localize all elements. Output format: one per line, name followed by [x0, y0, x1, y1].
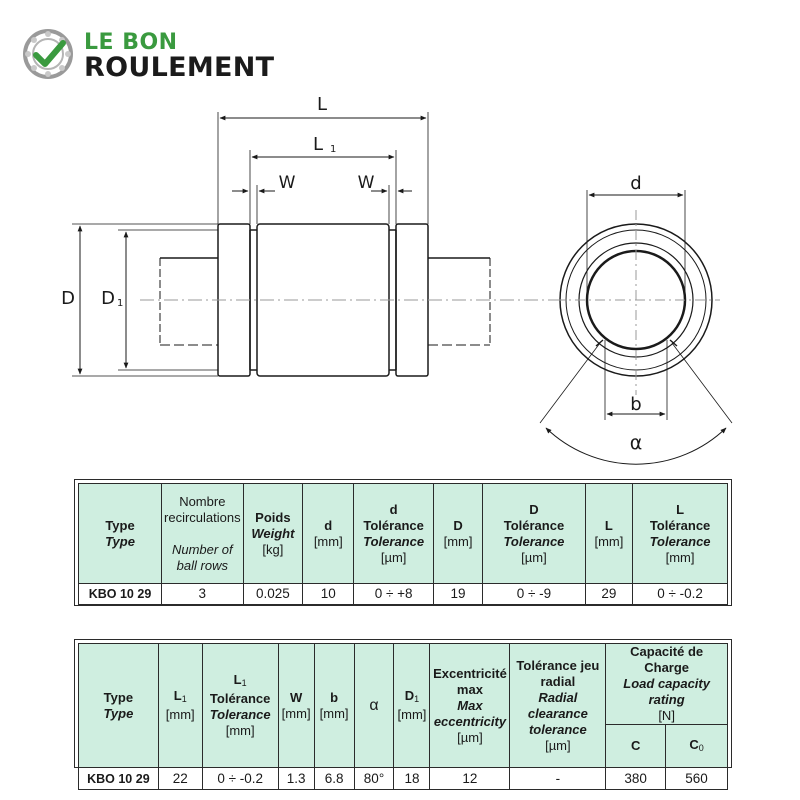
cell-b: 6.8: [314, 768, 354, 790]
header-eccentricity: Excentricité max Max eccentricity [µm]: [430, 644, 510, 768]
header-L1: $L_1$ [mm]: [158, 644, 202, 768]
dim-label-b: b: [630, 394, 642, 415]
cell-D: 19: [433, 584, 482, 605]
cell-type: KBO 10 29: [79, 768, 159, 790]
dim-label-W-right: W: [357, 173, 375, 193]
dim-label-L1-sub: 1: [330, 144, 337, 155]
table-row: [79, 768, 728, 790]
cell-W: 1.3: [278, 768, 314, 790]
cell-C: 380: [606, 768, 666, 790]
dim-label-d: d: [630, 173, 642, 194]
cell-weight: 0.025: [243, 584, 303, 605]
cell-C0: 560: [666, 768, 728, 790]
dim-label-L: L: [316, 94, 328, 115]
cell-radial-clearance: -: [510, 768, 606, 790]
cell-L1: 22: [158, 768, 202, 790]
shaft-right: [428, 258, 490, 345]
cell-ball-rows: 3: [162, 584, 244, 605]
spec-table-1: [78, 483, 728, 605]
header-weight: Poids Weight [kg]: [243, 484, 303, 584]
header-D1: $D_1$ [mm]: [394, 644, 430, 768]
cell-d: 10: [303, 584, 354, 605]
dim-label-D: D: [61, 288, 75, 309]
header-type: Type Type: [79, 644, 159, 768]
cell-D-tolerance: 0 ÷ -9: [483, 584, 585, 605]
shaft-left: [160, 258, 218, 345]
header-C: C: [606, 725, 666, 768]
header-b: b [mm]: [314, 644, 354, 768]
cell-D1: 18: [394, 768, 430, 790]
cell-type: KBO 10 29: [79, 584, 162, 605]
cell-L: 29: [585, 584, 632, 605]
cell-L1-tolerance: 0 ÷ -0.2: [202, 768, 278, 790]
header-radial-clearance: Tolérance jeu radial Radial clearance tolerance [µm]: [510, 644, 606, 768]
header-type: Type Type: [79, 484, 162, 584]
cell-eccentricity: 12: [430, 768, 510, 790]
dim-label-D1: D: [101, 288, 115, 309]
cell-L-tolerance: 0 ÷ -0.2: [633, 584, 728, 605]
dim-label-W-left: W: [278, 173, 296, 193]
header-L-tolerance: L Tolérance Tolerance [mm]: [633, 484, 728, 584]
header-d-tolerance: d Tolérance Tolerance [µm]: [354, 484, 433, 584]
header-C0: $C_0$: [666, 725, 728, 768]
cell-alpha: 80°: [354, 768, 394, 790]
cell-d-tolerance: 0 ÷ +8: [354, 584, 433, 605]
logo-text-line2: ROULEMENT: [84, 52, 275, 83]
header-ball-rows: Nombre recirculations Number of ball rows: [162, 484, 244, 584]
header-alpha: α: [354, 644, 394, 768]
table-row: [79, 584, 728, 605]
bushing-end-view: [555, 210, 720, 395]
logo-text-line1: LE BON: [84, 30, 178, 55]
dim-label-alpha: α: [629, 432, 643, 454]
header-W: W [mm]: [278, 644, 314, 768]
header-d: d [mm]: [303, 484, 354, 584]
spec-table-2: [78, 643, 728, 790]
header-load-capacity: Capacité de Charge Load capacity rating [N]: [606, 644, 728, 725]
dim-label-L1: L: [312, 134, 324, 155]
dim-label-D1-sub: 1: [117, 298, 124, 309]
header-D-tolerance: D Tolérance Tolerance [µm]: [483, 484, 585, 584]
header-L: L [mm]: [585, 484, 632, 584]
header-D: D [mm]: [433, 484, 482, 584]
header-L1-tolerance: $L_1$ Tolérance Tolerance [mm]: [202, 644, 278, 768]
